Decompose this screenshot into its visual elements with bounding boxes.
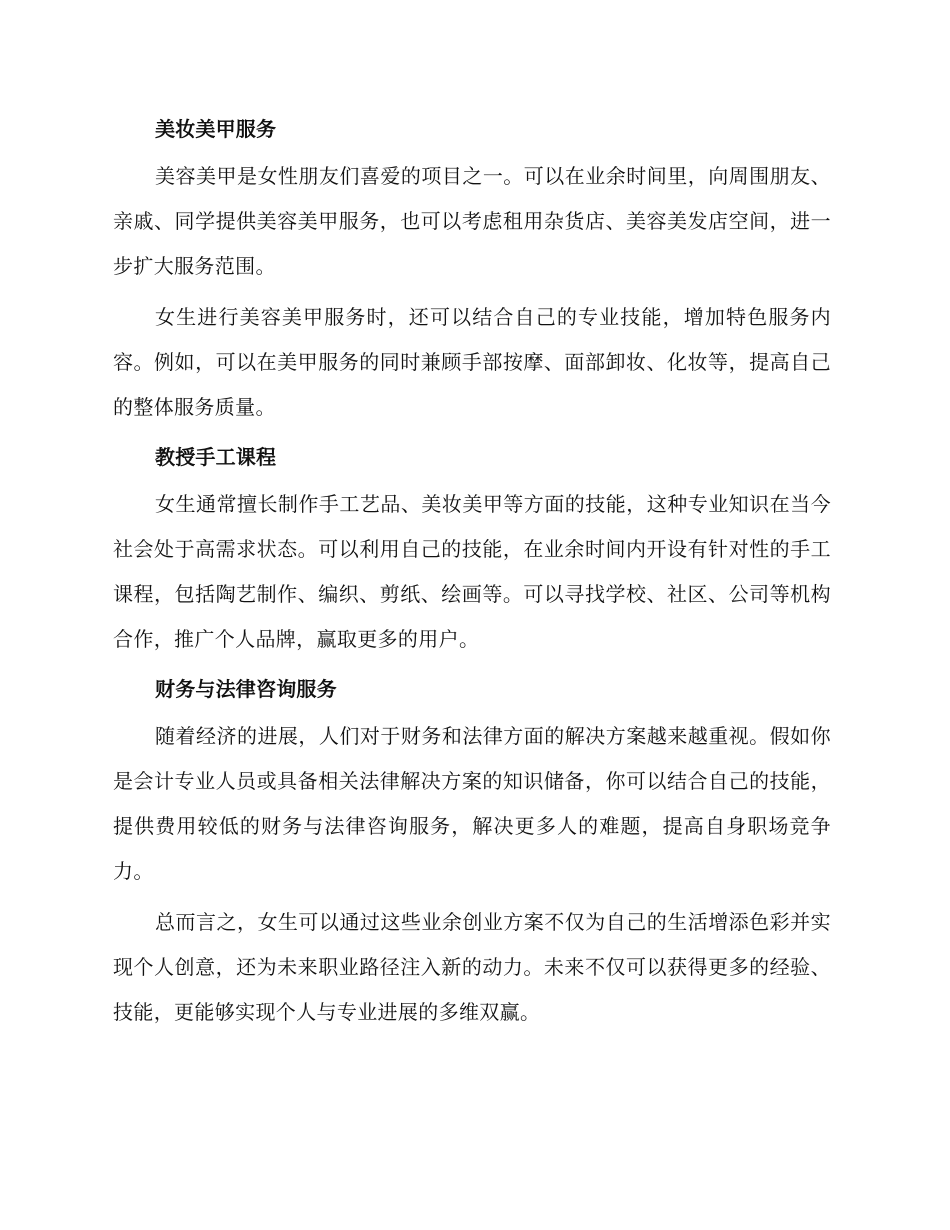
paragraph: 美容美甲是女性朋友们喜爱的项目之一。可以在业余时间里，向周围朋友、亲戚、同学提供美容美甲服务，也可以考虑租用杂货店、美容美发店空间，进一步扩大服务范围。 <box>113 164 831 278</box>
paragraph: 总而言之，女生可以通过这些业余创业方案不仅为自己的生活增添色彩并实现个人创意，还为未来职业路径注入新的动力。未来不仅可以获得更多的经验、技能，更能够实现个人与专业进展的多维双赢。 <box>113 910 831 1024</box>
paragraph: 女生进行美容美甲服务时，还可以结合自己的专业技能，增加特色服务内容。例如，可以在美甲服务的同时兼顾手部按摩、面部卸妆、化妆等，提高自己的整体服务质量。 <box>113 305 831 419</box>
section-heading: 美妆美甲服务 <box>155 117 277 141</box>
section-heading: 财务与法律咨询服务 <box>155 677 337 701</box>
section-heading: 教授手工课程 <box>155 445 277 469</box>
paragraph: 随着经济的进展，人们对于财务和法律方面的解决方案越来越重视。假如你是会计专业人员或具备相关法律解决方案的知识储备，你可以结合自己的技能，提供费用较低的财务与法律咨询服务，解决更多人的难题，提高自身职场竞争力。 <box>113 724 831 883</box>
paragraph: 女生通常擅长制作手工艺品、美妆美甲等方面的技能，这种专业知识在当今社会处于高需求状态。可以利用自己的技能，在业余时间内开设有针对性的手工课程，包括陶艺制作、编织、剪纸、绘画等。可以寻找学校、社区、公司等机构合作，推广个人品牌，赢取更多的用户。 <box>113 492 831 651</box>
document-body <box>113 114 831 1047</box>
